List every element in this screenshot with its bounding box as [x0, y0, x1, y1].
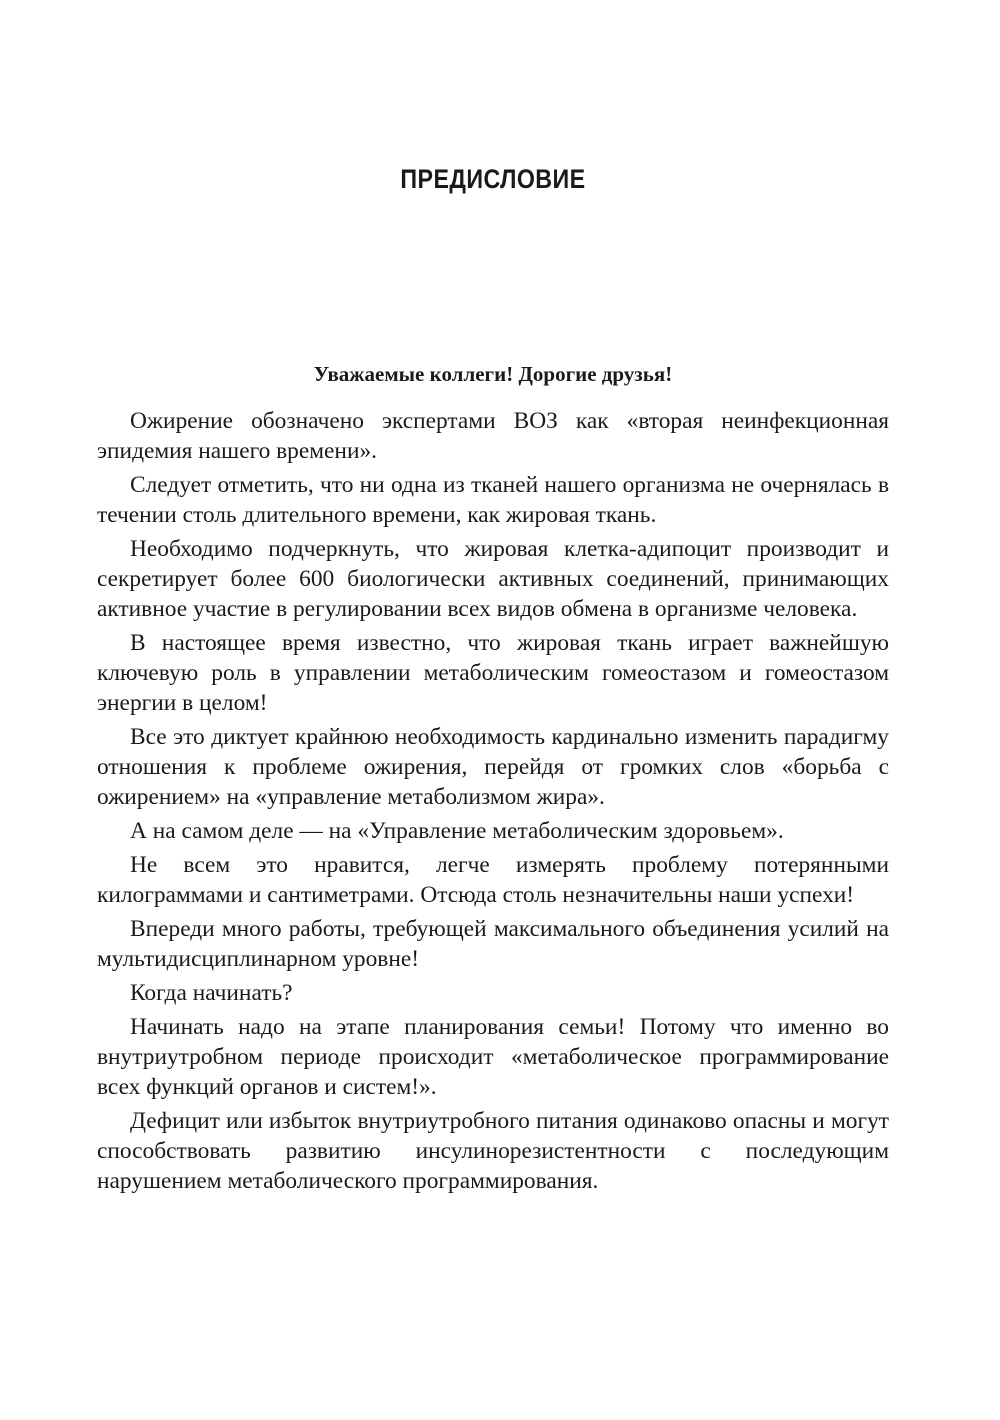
paragraph: Дефицит или избыток внутриутробного питания одинаково опасны и могут способствовать развитию инсулинорезистентности с последующим нарушением метаболического программирования. — [97, 1108, 889, 1194]
paragraph: Не всем это нравится, легче измерять проблему потерянными килограммами и сантиметрами. Отсюда столь незначительны наши успехи! — [97, 852, 889, 908]
paragraph: Следует отметить, что ни одна из тканей нашего организма не очернялась в течении столь длительного времени, как жировая ткань. — [97, 472, 889, 528]
salutation: Уважаемые коллеги! Дорогие друзья! — [313, 362, 673, 386]
paragraph: Ожирение обозначено экспертами ВОЗ как «вторая неинфекционная эпидемия нашего времени». — [97, 408, 889, 464]
paragraph: А на самом деле — на «Управление метаболическим здоровьем». — [130, 818, 784, 844]
book-page — [97, 0, 889, 1420]
paragraph: Впереди много работы, требующей максимального объединения усилий на мультидисциплинарном уровне! — [97, 916, 889, 972]
paragraph: В настоящее время известно, что жировая ткань играет важнейшую ключевую роль в управлении метаболическим гомеостазом и гомеостазом энергии в целом! — [97, 630, 889, 716]
body-text — [97, 406, 889, 1196]
paragraph: Все это диктует крайнюю необходимость кардинально изменить парадигму отношения к проблеме ожирения, перейдя от громких слов «борьба с ожирением» на «управление метаболизмом жира». — [97, 724, 889, 810]
paragraph: Начинать надо на этапе планирования семьи! Потому что именно во внутриутробном периоде происходит «метаболическое программирование всех функций органов и систем!». — [97, 1014, 889, 1100]
paragraph: Необходимо подчеркнуть, что жировая клетка-адипоцит производит и секретирует более 600 биологически активных соединений, принимающих активное участие в регулировании всех видов обмена в организме человека. — [97, 536, 889, 622]
paragraph: Когда начинать? — [130, 980, 293, 1006]
chapter-title: ПРЕДИСЛОВИЕ — [400, 164, 586, 194]
